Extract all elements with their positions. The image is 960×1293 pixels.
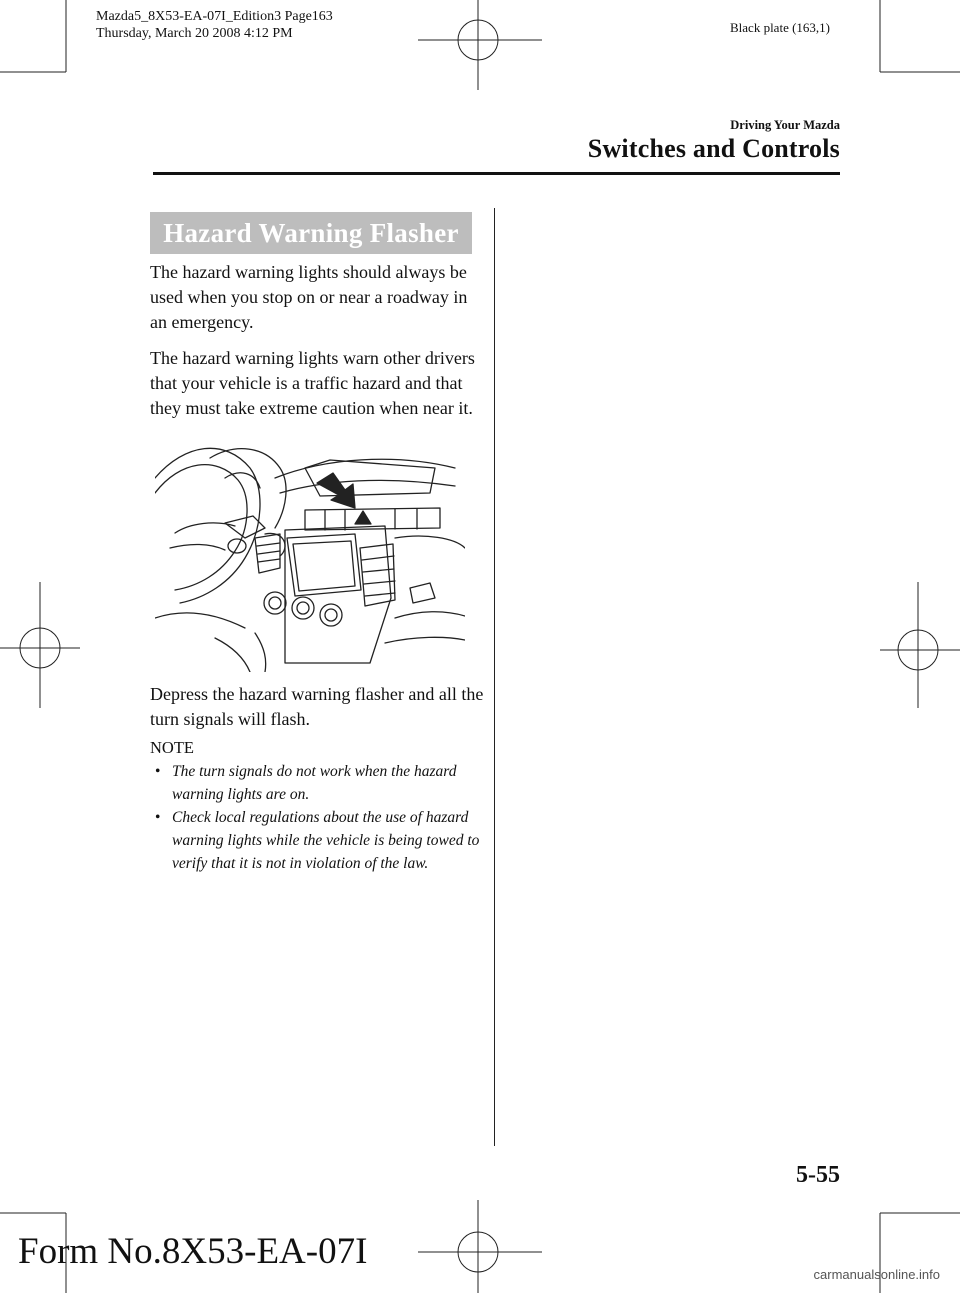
dashboard-illustration xyxy=(155,438,465,672)
plate-label: Black plate (163,1) xyxy=(730,20,830,35)
note-text: The turn signals do not work when the hazard warning lights are on. xyxy=(172,763,457,803)
header-rule xyxy=(153,172,840,175)
bullet-icon: • xyxy=(155,809,161,826)
list-item xyxy=(150,760,480,806)
paragraph-operation: Depress the hazard warning flasher and all the turn signals will flash. xyxy=(150,684,484,729)
note-text: Check local regulations about the use of hazard warning lights while the vehicle is being towed to verify that it is not in violation of the law. xyxy=(172,809,480,872)
print-header-date: Thursday, March 20 2008 4:12 PM xyxy=(96,26,293,41)
section-title: Switches and Controls xyxy=(587,134,840,163)
paragraph-usage: The hazard warning lights should always be used when you stop on or near a roadway in an emergency. xyxy=(150,262,468,332)
page-number: 5-55 xyxy=(796,1162,840,1188)
paragraph-warning: The hazard warning lights warn other drivers that your vehicle is a traffic hazard and that they must take extreme caution when near it. xyxy=(150,348,475,418)
bullet-icon: • xyxy=(155,763,161,780)
heading-title: Hazard Warning Flasher xyxy=(163,217,459,248)
column-divider xyxy=(494,208,495,1146)
chapter-title: Driving Your Mazda xyxy=(730,118,840,132)
list-item xyxy=(150,806,480,875)
watermark: carmanualsonline.info xyxy=(813,1267,940,1282)
form-number: Form No.8X53-EA-07I xyxy=(18,1231,368,1272)
note-list xyxy=(150,760,480,875)
print-header xyxy=(96,8,333,42)
heading-banner xyxy=(150,212,472,254)
note-label: NOTE xyxy=(150,738,194,757)
print-header-file: Mazda5_8X53-EA-07I_Edition3 Page163 xyxy=(96,9,333,24)
